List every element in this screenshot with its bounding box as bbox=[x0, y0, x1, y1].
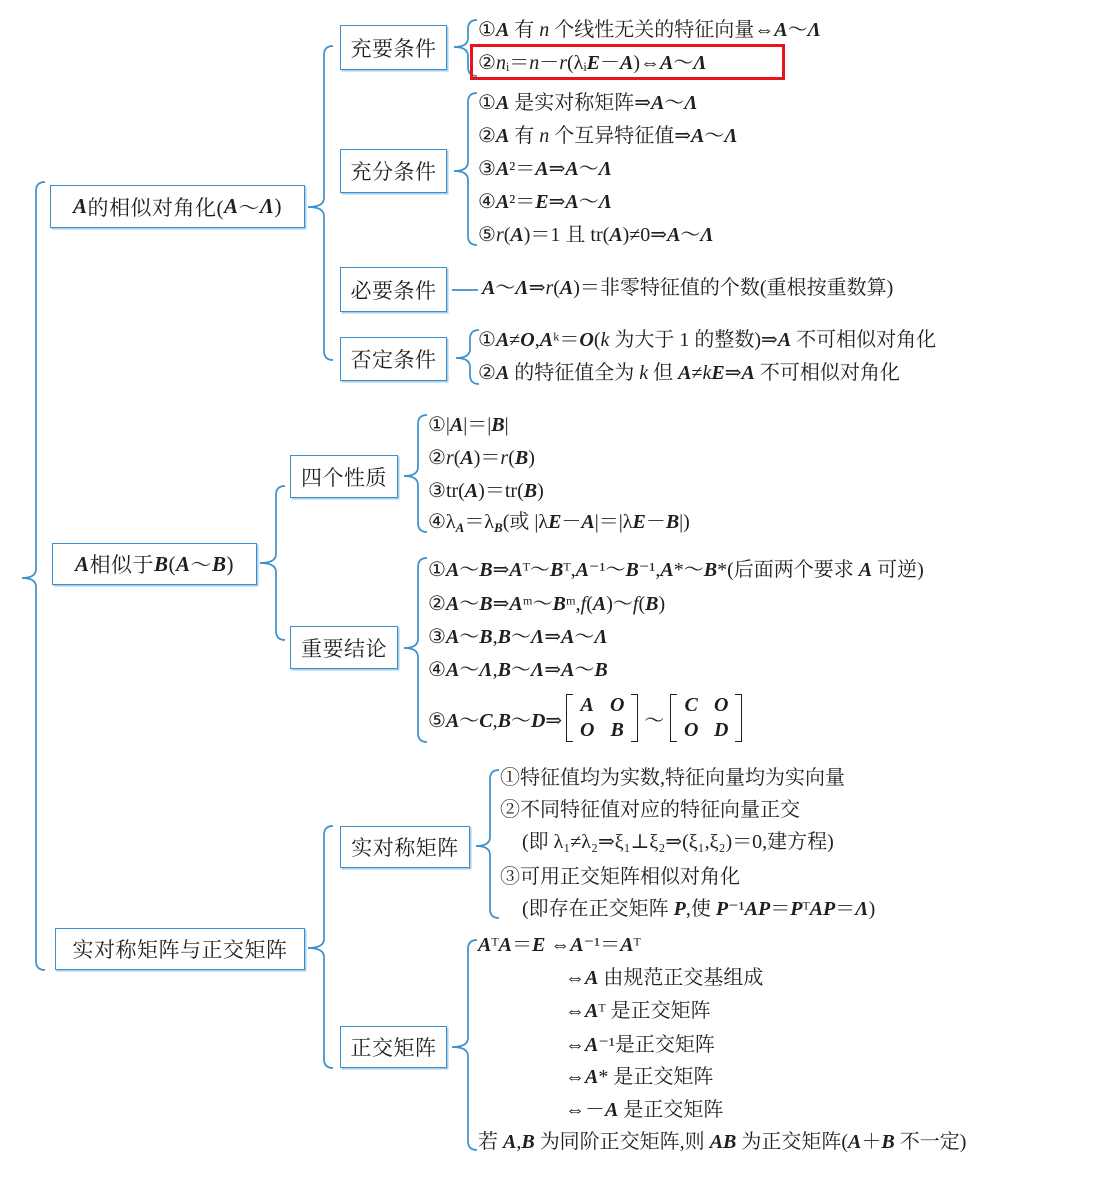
brace-diagonalization bbox=[308, 46, 333, 360]
math-variable: A bbox=[509, 559, 523, 581]
math-variable: A bbox=[585, 1034, 599, 1056]
math-variable: A bbox=[74, 551, 90, 576]
orthogonal-item: ⇔Aᵀ 是正交矩阵 bbox=[565, 1000, 711, 1022]
math-variable: B bbox=[521, 1131, 535, 1153]
math-variable: A bbox=[660, 52, 674, 74]
math-variable: r bbox=[559, 52, 568, 74]
math-variable: A bbox=[580, 694, 594, 716]
math-variable: A bbox=[570, 934, 584, 956]
math-variable: A bbox=[176, 551, 191, 576]
condition-item: ①A≠O,Aᵏ＝O(k 为大于 1 的整数)⇒A 不可相似对角化 bbox=[478, 329, 937, 351]
brace-orthogonal bbox=[452, 940, 477, 1150]
property-subscript bbox=[456, 520, 465, 535]
math-variable: A bbox=[495, 19, 510, 41]
math-variable: k bbox=[639, 362, 649, 384]
math-variable: E bbox=[632, 511, 646, 533]
property-segment: ④λ bbox=[428, 511, 456, 533]
orthogonal-item: AᵀA＝E ⇔A⁻¹＝Aᵀ bbox=[478, 934, 641, 956]
math-variable: A bbox=[445, 593, 460, 615]
matrix-cell bbox=[706, 693, 736, 718]
math-variable: A bbox=[460, 447, 474, 469]
brace-four-properties bbox=[404, 415, 427, 532]
property-item: ①|A|＝|B| bbox=[428, 414, 509, 436]
math-variable: B bbox=[549, 559, 564, 581]
matrix-cell bbox=[602, 693, 632, 718]
orthogonal-item: ⇔－A 是正交矩阵 bbox=[565, 1099, 724, 1121]
brace-key-conclusions bbox=[404, 558, 427, 742]
math-variable: n bbox=[495, 52, 506, 74]
math-variable: A bbox=[223, 194, 239, 218]
conclusion-item: ①A～B⇒Aᵀ～Bᵀ,A⁻¹～B⁻¹,A*～B*(后面两个要求 A 可逆) bbox=[428, 559, 924, 581]
math-variable: B bbox=[497, 659, 511, 681]
math-variable: f bbox=[632, 593, 639, 615]
math-variable: O bbox=[579, 719, 595, 741]
math-variable: A bbox=[449, 414, 464, 436]
math-variable: C bbox=[684, 694, 698, 716]
conclusion-item: ②A～B⇒Aᵐ～Bᵐ,f(A)～f(B) bbox=[428, 593, 666, 615]
math-variable: A bbox=[464, 480, 479, 502]
branch-four-properties: 四个性质 bbox=[290, 455, 398, 498]
math-variable: A bbox=[741, 362, 755, 384]
conclusion-item: ③A～B,B～Λ⇒A～Λ bbox=[428, 626, 608, 648]
math-variable: A bbox=[667, 224, 681, 246]
property-subscript bbox=[494, 520, 503, 535]
root-node-similarity: A 相似于 B ( A ～ B ) bbox=[52, 543, 257, 585]
math-variable: Λ bbox=[700, 224, 714, 246]
condition-item: ②nᵢ＝n－r(λᵢE－A)⇔A～Λ bbox=[478, 52, 707, 74]
math-variable: A bbox=[539, 329, 554, 351]
property-segment: (或 |λE－A|＝|λE－B|) bbox=[502, 511, 690, 533]
math-variable: r bbox=[500, 447, 509, 469]
math-variable: r bbox=[545, 277, 554, 299]
math-variable: O bbox=[609, 694, 625, 716]
math-variable: Λ bbox=[260, 194, 275, 218]
math-variable: A bbox=[495, 191, 510, 213]
property-item bbox=[428, 508, 690, 536]
branch-necessary: 必要条件 bbox=[340, 267, 447, 312]
math-variable: A bbox=[559, 277, 574, 299]
math-variable: D bbox=[530, 709, 546, 732]
branch-key-conclusions: 重要结论 bbox=[290, 626, 398, 669]
branch-necessary-sufficient: 充要条件 bbox=[340, 25, 447, 70]
math-variable: A bbox=[609, 224, 623, 246]
orthogonal-item: ⇔A 由规范正交基组成 bbox=[565, 967, 764, 989]
condition-item: ②A 的特征值全为 k 但 A≠kE⇒A 不可相似对角化 bbox=[478, 362, 900, 384]
math-variable: k bbox=[702, 362, 712, 384]
math-variable: A bbox=[445, 659, 460, 681]
orthogonal-item: ⇔A* 是正交矩阵 bbox=[565, 1066, 714, 1088]
math-variable: A bbox=[848, 1131, 862, 1153]
math-variable: A bbox=[581, 511, 595, 533]
math-variable: A bbox=[585, 1066, 599, 1088]
root-node-diagonalization: A 的相似对角化( A ～ Λ ) bbox=[50, 185, 305, 228]
math-variable: B bbox=[645, 593, 659, 615]
math-variable: B bbox=[212, 551, 227, 576]
math-variable: A bbox=[510, 224, 524, 246]
condition-item: ①A 有 n 个线性无关的特征向量⇔A～Λ bbox=[478, 19, 821, 41]
math-variable: A bbox=[774, 19, 788, 41]
branch-orthogonal: 正交矩阵 bbox=[340, 1026, 447, 1068]
math-variable: A bbox=[678, 362, 692, 384]
math-variable: B bbox=[479, 559, 493, 581]
math-variable: A bbox=[498, 934, 512, 956]
conclusion-item: ④A～Λ,B～Λ⇒A～B bbox=[428, 659, 608, 681]
block-matrix-left bbox=[566, 693, 638, 743]
math-variable: A bbox=[495, 125, 510, 147]
property-item: ③tr(A)＝tr(B) bbox=[428, 480, 544, 502]
math-variable: B bbox=[494, 520, 503, 535]
matrix-cell bbox=[572, 693, 602, 718]
brace-root bbox=[22, 182, 45, 970]
math-variable: A bbox=[660, 559, 674, 581]
math-variable: P bbox=[673, 898, 686, 920]
math-variable: Λ bbox=[684, 92, 698, 114]
highlight-box bbox=[470, 44, 785, 80]
math-variable: k bbox=[600, 329, 610, 351]
symmetric-item: ②不同特征值对应的特征向量正交 bbox=[500, 799, 800, 821]
math-variable: Λ bbox=[598, 191, 613, 213]
math-variable: A bbox=[620, 52, 634, 74]
orthogonal-item: 若 A,B 为同阶正交矩阵,则 AB 为正交矩阵(A＋B 不一定) bbox=[478, 1131, 967, 1153]
orthogonal-item: ⇔A⁻¹是正交矩阵 bbox=[565, 1034, 715, 1056]
math-variable: B bbox=[625, 559, 639, 581]
math-variable: A bbox=[445, 709, 460, 732]
math-variable: Λ bbox=[479, 659, 493, 681]
condition-item: ②A 有 n 个互异特征值⇒A～Λ bbox=[478, 125, 738, 147]
branch-sufficient: 充分条件 bbox=[340, 149, 447, 193]
brace-symmetric-orthogonal bbox=[308, 826, 333, 1068]
math-variable: B bbox=[479, 626, 493, 648]
math-variable: A bbox=[561, 626, 575, 648]
matrix-prefix: ⑤A～C,B～D⇒ bbox=[428, 709, 563, 732]
math-variable: A bbox=[777, 329, 792, 351]
condition-item: ③A²＝A⇒A～Λ bbox=[478, 158, 613, 180]
matrix-cell bbox=[706, 718, 736, 743]
math-variable: n bbox=[539, 19, 550, 41]
branch-negation: 否定条件 bbox=[340, 337, 447, 381]
math-variable: B bbox=[514, 447, 529, 469]
math-variable: r bbox=[445, 447, 454, 469]
math-variable: A bbox=[478, 934, 492, 956]
math-variable: B bbox=[497, 709, 511, 732]
math-variable: n bbox=[529, 52, 540, 74]
math-variable: A bbox=[691, 125, 705, 147]
math-variable: Λ bbox=[598, 158, 613, 180]
brace-negation bbox=[456, 330, 479, 384]
matrix-cell bbox=[572, 718, 602, 743]
math-variable: B bbox=[153, 551, 169, 576]
math-variable: E bbox=[531, 934, 546, 956]
math-variable: B bbox=[497, 626, 511, 648]
math-variable: B bbox=[491, 414, 505, 436]
block-matrix-right bbox=[670, 693, 742, 743]
math-variable: A bbox=[620, 934, 634, 956]
math-variable: Λ bbox=[807, 19, 821, 41]
math-variable: D bbox=[713, 719, 729, 741]
math-variable: A bbox=[858, 559, 873, 581]
math-variable: A bbox=[651, 92, 665, 114]
property-item: ②r(A)＝r(B) bbox=[428, 447, 535, 469]
condition-item: ①A 是实对称矩阵⇒A～Λ bbox=[478, 92, 698, 114]
symmetric-item: ①特征值均为实数,特征向量均为实向量 bbox=[500, 767, 845, 789]
math-variable: A bbox=[585, 1000, 599, 1022]
math-variable: A bbox=[495, 329, 510, 351]
math-variable: Λ bbox=[594, 626, 608, 648]
matrix-cell bbox=[676, 718, 706, 743]
math-variable: C bbox=[479, 709, 493, 732]
branch-real-symmetric: 实对称矩阵 bbox=[340, 826, 470, 868]
math-variable: Λ bbox=[724, 125, 738, 147]
math-variable: E bbox=[548, 511, 562, 533]
brace-similarity bbox=[260, 486, 285, 640]
math-variable: A bbox=[455, 520, 465, 535]
condition-item: A～Λ⇒r(A)＝非零特征值的个数(重根按重数算) bbox=[482, 277, 894, 299]
math-variable: B bbox=[594, 659, 608, 681]
math-variable: A bbox=[509, 593, 523, 615]
math-variable: O bbox=[683, 719, 699, 741]
math-variable: A bbox=[503, 1131, 517, 1153]
symmetric-item: ③可用正交矩阵相似对角化 bbox=[500, 866, 740, 888]
math-variable: O bbox=[713, 694, 729, 716]
matrix-cell bbox=[676, 693, 706, 718]
math-variable: n bbox=[539, 125, 550, 147]
math-variable: E bbox=[535, 191, 549, 213]
math-variable: A bbox=[605, 1099, 619, 1121]
condition-item: ④A²＝E⇒A～Λ bbox=[478, 191, 613, 213]
math-variable: A bbox=[565, 191, 579, 213]
math-variable: Λ bbox=[530, 626, 545, 648]
math-variable: O bbox=[520, 329, 535, 351]
math-variable: AP bbox=[809, 898, 836, 920]
math-variable: f bbox=[580, 593, 587, 615]
conclusion-item-block-matrix bbox=[428, 691, 746, 745]
math-variable: A bbox=[535, 158, 549, 180]
math-variable: A bbox=[565, 158, 579, 180]
math-variable: B bbox=[523, 480, 538, 502]
math-variable: A bbox=[482, 277, 496, 299]
brace-real-symmetric bbox=[476, 770, 499, 918]
math-variable: A bbox=[495, 158, 510, 180]
math-variable: B bbox=[665, 511, 680, 533]
math-variable: B bbox=[881, 1131, 895, 1153]
symmetric-item: (即存在正交矩阵 P,使 P⁻¹AP＝PᵀAP＝Λ) bbox=[522, 898, 876, 920]
symmetric-item: (即 λ₁≠λ₂⇒ξ₁⊥ξ₂⇒(ξ₁,ξ₂)＝0,建方程) bbox=[522, 831, 834, 853]
matrix-relation: ～ bbox=[644, 709, 665, 732]
math-variable: A bbox=[495, 92, 510, 114]
math-variable: E bbox=[711, 362, 725, 384]
math-variable: Λ bbox=[693, 52, 707, 74]
math-variable: A bbox=[445, 559, 460, 581]
condition-item: ⑤r(A)＝1 且 tr(A)≠0⇒A～Λ bbox=[478, 224, 714, 246]
math-variable: AP bbox=[744, 898, 771, 920]
math-variable: A bbox=[445, 626, 460, 648]
brace-sufficient bbox=[454, 93, 477, 245]
math-variable: A bbox=[495, 362, 510, 384]
math-variable: Λ bbox=[515, 277, 529, 299]
math-variable: O bbox=[579, 329, 594, 351]
math-variable: A bbox=[585, 967, 599, 989]
math-variable: A bbox=[575, 559, 589, 581]
math-variable: P bbox=[790, 898, 803, 920]
math-variable: A bbox=[561, 659, 575, 681]
math-variable: E bbox=[586, 52, 600, 74]
root-node-symmetric-orthogonal: 实对称矩阵与正交矩阵 bbox=[55, 928, 305, 970]
math-variable: Λ bbox=[855, 898, 869, 920]
math-variable: AB bbox=[709, 1131, 737, 1153]
math-variable: B bbox=[479, 593, 493, 615]
math-variable: P bbox=[715, 898, 729, 920]
math-variable: B bbox=[610, 719, 624, 741]
math-variable: r bbox=[495, 224, 504, 246]
property-segment: ＝λ bbox=[464, 511, 495, 533]
matrix-cell bbox=[602, 718, 632, 743]
math-variable: Λ bbox=[530, 659, 545, 681]
math-variable: A bbox=[592, 593, 607, 615]
math-variable: B bbox=[703, 559, 718, 581]
math-variable: A bbox=[72, 194, 88, 218]
math-variable: B bbox=[552, 593, 566, 615]
